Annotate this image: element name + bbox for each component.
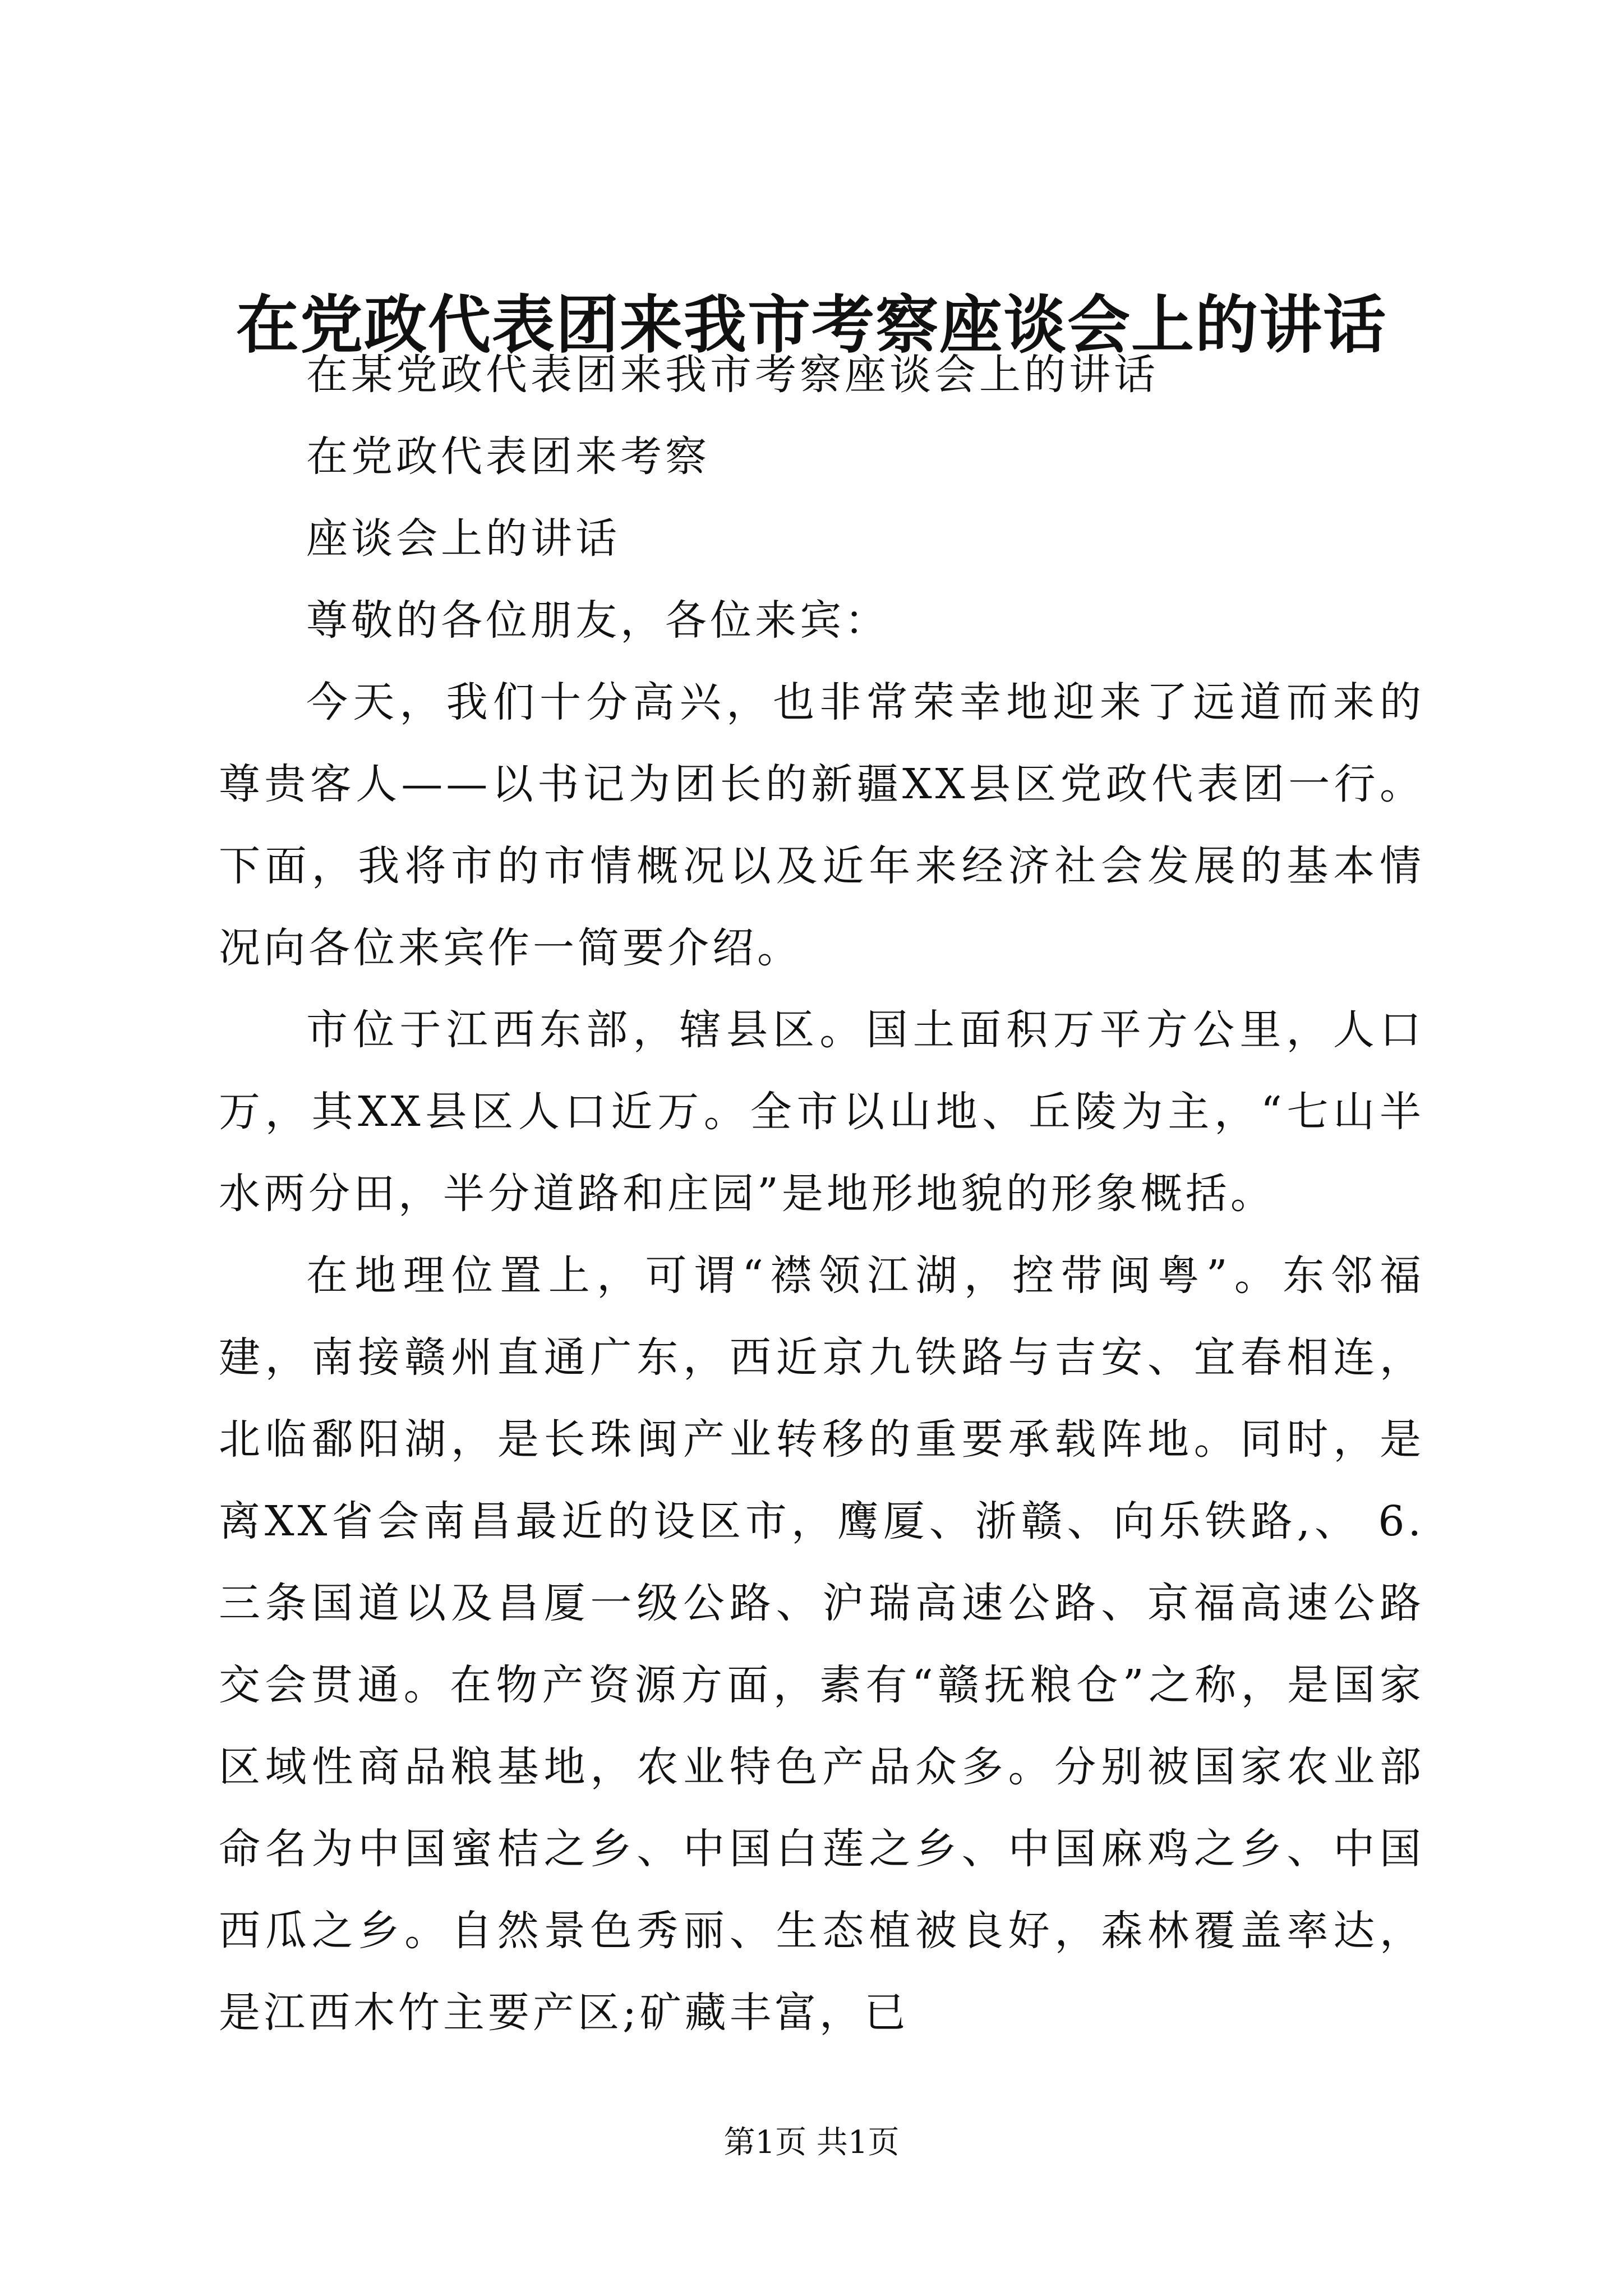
body-paragraph: 在党政代表团来考察 [306, 432, 710, 481]
page-footer: 第1页 共1页 [723, 2124, 900, 2161]
body-paragraph: 座谈会上的讲话 [306, 514, 620, 563]
document-body [219, 334, 1424, 2054]
body-paragraph: 今天，我们十分高兴，也非常荣幸地迎来了远道而来的尊贵客人——以书记为团长的新疆XX县区党政代表团一行。下面，我将市的市情概况以及近年来经济社会发展的基本情况向各位来宾作一简要介绍。 [219, 678, 1424, 972]
body-paragraph: 市位于江西东部，辖县区。国土面积万平方公里，人口万，其XX县区人口近万。全市以山地、丘陵为主，“七山半水两分田，半分道路和庄园”是地形地貌的形象概括。 [219, 1006, 1424, 1218]
body-paragraph: 尊敬的各位朋友，各位来宾： [306, 596, 889, 645]
body-paragraph: 在地理位置上，可谓“襟领江湖，控带闽粤”。东邻福建，南接赣州直通广东，西近京九铁路与吉安、宜春相连，北临鄱阳湖，是长珠闽产业转移的重要承载阵地。同时，是离XX省会南昌最近的设区市，鹰厦、浙赣、向乐铁路,、 6.三条国道以及昌厦一级公路、沪瑞高速公路、京福高速公路交会贯通。在物产资源方面，素有“赣抚粮仓”之称，是国家区域性商品粮基地，农业特色产品众多。分别被国家农业部命名为中国蜜桔之乡、中国白莲之乡、中国麻鸡之乡、中国西瓜之乡。自然景色秀丽、生态植被良好，森林覆盖率达，是江西木竹主要产区;矿藏丰富，已 [219, 1251, 1424, 2037]
document-title: 在党政代表团来我市考察座谈会上的讲话 [236, 288, 1387, 362]
body-paragraph: 在某党政代表团来我市考察座谈会上的讲话 [306, 351, 1159, 399]
